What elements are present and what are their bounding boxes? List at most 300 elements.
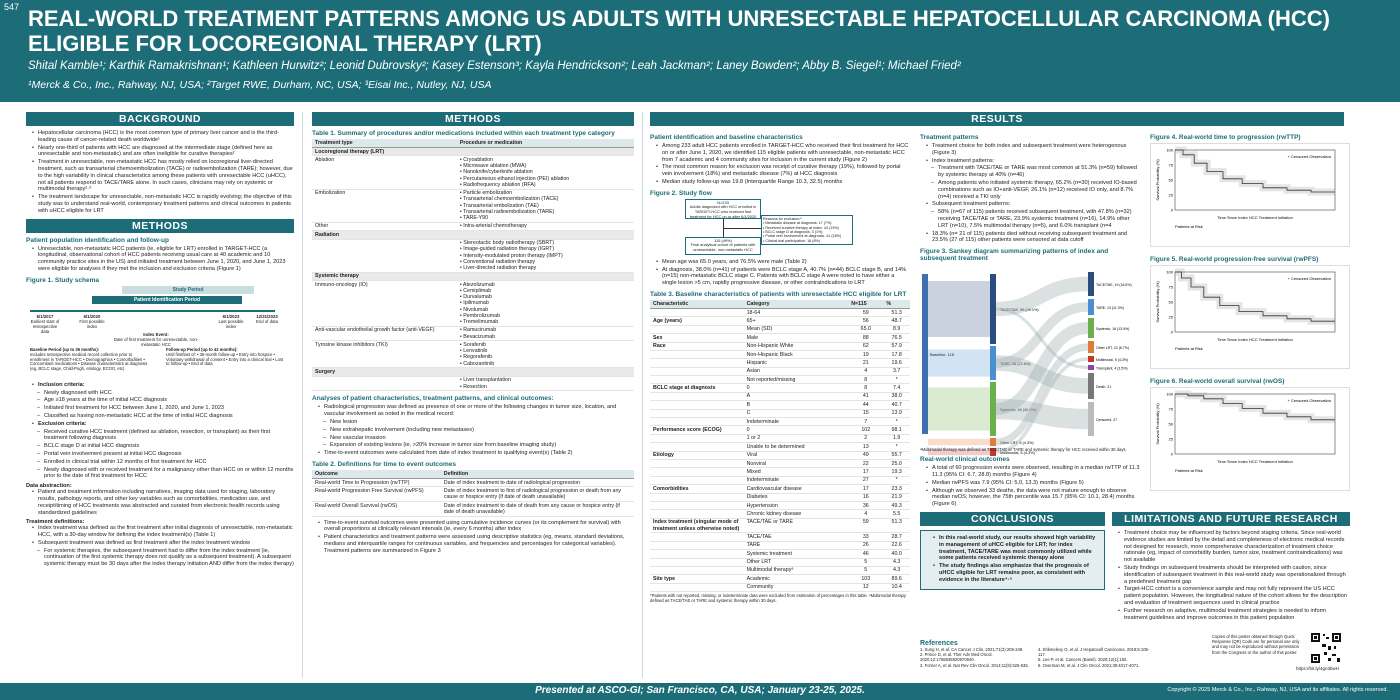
limitation-item: • Treatment choice may be influenced by factors beyond staging criteria. Since real-world evidence studies are limited by the detail and completeness of electronic medical records not designed for research, more comprehensive characterization of treatment choice rationale (eg, impact of comorbidity burden, tumor size, treatment contraindications) was not available	[1118, 530, 1350, 564]
table-3-col: N=115	[848, 300, 883, 309]
reference-item: 3. Forner A, et al. Nat Rev Clin Oncol. 2014;11(9):525-535.	[920, 662, 1029, 668]
limitation-item: • Target-HCC cohort is a convenience sample and may not fully represent the US HCC patient population. However, the longitudinal nature of the cohort allows for the description and evaluation of treatment sequences used in clinical practice	[1118, 586, 1350, 606]
table-3-cell: 8	[848, 376, 883, 384]
table-2-row	[312, 478, 634, 486]
table-3-cell: 19.6	[883, 359, 910, 367]
exclusion-label: Exclusion criteria:	[38, 420, 87, 427]
methods-after-item: • Time-to-event survival outcomes were presented using cumulative incidence curves (or its complement for survival) with overall proportions at clinically relevant intervals (ie, every 6 months) after index	[318, 520, 634, 534]
sankey-subsequent-node	[1088, 402, 1094, 436]
subsequent-heading: • Subsequent treatment patterns:	[926, 201, 1140, 208]
km-plot-rwttp	[1150, 143, 1350, 247]
table-3-cell: 38.0	[883, 392, 910, 400]
baseline-bullets	[650, 143, 910, 186]
header	[0, 0, 1400, 102]
table-1-type: Ablation	[312, 156, 457, 189]
table-3-row	[650, 583, 910, 591]
table-1-row	[312, 281, 634, 327]
table-3-cell: 65.0	[848, 325, 883, 333]
table-3-cell	[650, 308, 744, 316]
km-risk-label: Patients at Risk	[1175, 224, 1203, 229]
table-3-cell: 40.7	[883, 401, 910, 409]
km-y-tick: 50	[1168, 299, 1173, 305]
figure-5-title: Figure 5. Real-world progression-free survival (rwPFS)	[1150, 256, 1319, 263]
sankey-index-label: Multimodal, 5 (4.3%)	[1000, 451, 1035, 456]
table-3-row	[650, 485, 910, 493]
sankey-index-label: Systemic, 46 (40.0%)	[1000, 408, 1037, 413]
footer	[0, 683, 1400, 700]
table-3-cell: Site type	[650, 575, 744, 583]
table-3-row	[650, 566, 910, 574]
table-1-category: Systemic therapy	[312, 272, 634, 280]
table-3-row	[650, 350, 910, 358]
table-3-cell: 12	[848, 583, 883, 591]
table-3-cell: *	[883, 476, 910, 484]
table-3-cell: TARE	[744, 541, 849, 549]
table-3-cell: 19.3	[883, 468, 910, 476]
km-y-tick: 100	[1166, 269, 1173, 275]
km-y-tick: 25	[1168, 314, 1173, 320]
table-3-cell	[650, 476, 744, 484]
table-3-row	[650, 434, 910, 442]
baseline-bullet: • The most common reason for exclusion was receipt of curative therapy (19%), followed by portal vein involvement (18%) and metastatic disease (7%) at HCC diagnosis	[656, 164, 910, 178]
table-3-cell: 40.0	[883, 550, 910, 558]
sankey-subsequent-label: Multimodal, 5 (4.3%)	[1096, 358, 1129, 363]
table-3-row	[650, 550, 910, 558]
table-3-row	[650, 317, 910, 325]
table-3-cell: 4.3	[883, 566, 910, 574]
treatment-definition-item: • Subsequent treatment was defined as first treatment after the index treatment window	[32, 540, 294, 547]
figure-3-title: Figure 3. Sankey diagram summarizing patterns of index and subsequent treatment	[920, 248, 1109, 263]
treatment-pattern-bullet: • Treatment choice for both index and subsequent treatment were heterogenous (Figure 3)	[926, 143, 1140, 157]
table-3-cell: Race	[650, 342, 744, 350]
sankey-subsequent-node	[1088, 318, 1094, 338]
treatment-pattern-bullet: • Index treatment patterns:	[926, 158, 1140, 165]
table-1-row	[312, 272, 634, 280]
table-3-cell: Viral	[744, 451, 849, 459]
table-1-row	[312, 368, 634, 376]
table-3-cell: 98.1	[883, 426, 910, 434]
qr-code-icon[interactable]	[1310, 632, 1342, 664]
date-1: 6/1/2017 Earliest start of retrospective data	[30, 313, 60, 334]
table-3-row	[650, 367, 910, 375]
table-3-cell: 23.3	[883, 485, 910, 493]
outcomes-bullets	[920, 465, 1140, 508]
figure-1-schema	[26, 286, 294, 382]
analyses-bullet-1: • Radiological progression was defined as presence of one or more of the following changes in tumor size, location, and vascular involvement as noted in the medical record:	[318, 404, 634, 418]
background-bullets	[26, 130, 294, 215]
table-3-cell: TACE/TAE	[744, 533, 849, 541]
table-3-cell: Performance score (ECOG)	[650, 426, 744, 434]
table-1	[312, 139, 634, 391]
table-3-cell: Multimodal therapyᵃ	[744, 566, 849, 574]
table-3-row	[650, 460, 910, 468]
inclusion-item: – Initiated first treatment for HCC between June 1, 2020, and June 1, 2023	[32, 405, 294, 412]
sankey-index-node	[990, 438, 996, 446]
flow-bottom-box: 115 (49%) Final analytical cohort of patients with unresectable, non-metastatic HCC	[685, 237, 761, 255]
table-3-cell: 17.8	[883, 350, 910, 358]
table-3-cell	[650, 541, 744, 549]
table-3-row	[650, 443, 910, 451]
methods-after-list	[312, 520, 634, 555]
limitation-item: • Study findings on subsequent treatments should be interpreted with caution, since identification of subsequent treatment in this real-world study was operationalized through a predefined treatment gap	[1118, 565, 1350, 585]
table-3-cell: 5.5	[883, 510, 910, 518]
progression-criterion: – New extrahepatic involvement (including new metastases)	[318, 427, 634, 434]
limitations-panel	[1112, 512, 1350, 622]
table-3-cell: 76.5	[883, 334, 910, 342]
table-3-row	[650, 418, 910, 426]
table-3-cell: 57.9	[883, 342, 910, 350]
km-y-label: Survival Probability (%)	[1155, 281, 1160, 323]
authors: Shital Kamble¹; Karthik Ramakrishnan¹; Kathleen Hurwitz²; Leonid Dubrovsky²; Kasey Estenson³; Kayla Hendrickson²; Leah Jackman²; Laney Bowden²; Abby B. Siegel¹; Michael Fried²	[28, 60, 961, 72]
table-3-cell: 36	[848, 501, 883, 509]
table-3-cell: 48.7	[883, 317, 910, 325]
table-3-cell: 103	[848, 575, 883, 583]
data-abstraction-text: • Patient and treatment information including narratives, imaging data used for staging, laboratory results, pathology reports, and other key variables such as comorbidities, medication use, and receipt/timing of HCC treatments was abstracted and curated from electronic health records using standardized guidelines	[32, 489, 294, 516]
sankey-subsequent-label: Death, 21	[1096, 385, 1112, 390]
table-3-cell: Cardiovascular disease	[744, 485, 849, 493]
table-3-cell: *	[883, 376, 910, 384]
table-3-cell: 8	[848, 384, 883, 392]
methods-bullet: • Unresectable, non-metastatic HCC patients (ie, eligible for LRT) enrolled in TARGET-HCC (a longitudinal, observational cohort of HCC patients receiving usual care at 40 academic and 10 community practice sites in the US) and initiated treatment between June 1, 2020, and June 1, 2023 were eligible for analyses if they met the inclusion and exclusion criteria (Figure 1)	[32, 246, 294, 273]
table-3-cell: 5	[848, 566, 883, 574]
table-3-cell: Comorbidities	[650, 485, 744, 493]
table-3-row	[650, 308, 910, 316]
sankey-flow	[996, 409, 1088, 419]
table-3-cell: 51.3	[883, 308, 910, 316]
limitations-heading: LIMITATIONS AND FUTURE RESEARCH	[1112, 512, 1350, 526]
table-3-cell: Nonviral	[744, 460, 849, 468]
table-1-category: Surgery	[312, 368, 634, 376]
table-3-cell: 89.6	[883, 575, 910, 583]
table-3-cell: 19	[848, 350, 883, 358]
table-3-cell: BCLC stage at diagnosis	[650, 384, 744, 392]
progression-criterion: – Expansion of existing lesions (ie, >20% increase in tumor size from baseline imaging study)	[318, 442, 634, 449]
qr-url[interactable]: https://bit.ly/4gn3bwH	[1296, 666, 1340, 671]
table-3-cell: 51.3	[883, 518, 910, 533]
km-plot-rwpfs	[1150, 265, 1350, 369]
sankey-index-node	[990, 274, 996, 344]
figure-4-title: Figure 4. Real-world time to progression (rwTTP)	[1150, 134, 1301, 141]
table-3-cell	[650, 468, 744, 476]
table-2-row	[312, 501, 634, 516]
km-y-tick: 0	[1170, 207, 1173, 213]
flow-exclusion-box: Reasons for exclusion:ᵃ • Metastatic disease at diagnosis: 17 (7%) • Received curative therapy at index: 44 (19%) • BCLC stage D at diagnosis: 3 (1%) • Portal vein involvement at diagnosis: 41 (18%) • Clinical trial participation: 18 (8%)	[761, 215, 853, 245]
treatment-definitions-sub: – For systemic therapies, the subsequent treatment had to differ from the index treatment (ie, continuation of the first systemic therapy does not qualify as a subsequent treatment). A subsequent systemic therapy must be 30 days after the index therapy initiation AND differ from the index therapy)	[32, 548, 294, 568]
conclusion-item: • In this real-world study, our results showed high variability in management of uHCC eligible for LRT; for index treatment, TACE/TARE was most commonly utilized while some patients received systemic therapy alone	[933, 535, 1098, 562]
table-3-cell: 13.9	[883, 409, 910, 417]
table-3-cell	[650, 401, 744, 409]
km-legend: + Censored Observation	[1287, 398, 1331, 403]
poster-title: REAL-WORLD TREATMENT PATTERNS AMONG US ADULTS WITH UNRESECTABLE HEPATOCELLULAR CARCINOMA (HCC) ELIGIBLE FOR LOCOREGIONAL THERAPY (LRT)	[28, 6, 1330, 56]
table-3-cell: 13	[848, 443, 883, 451]
exclusion-list	[26, 429, 294, 481]
km-y-tick: 25	[1168, 192, 1173, 198]
table-3-cell	[650, 418, 744, 426]
table-3-row	[650, 510, 910, 518]
table-3-cell	[650, 501, 744, 509]
copyright-text: Copyright © 2025 Merck & Co., Inc., Rahway, NJ, USA and its affiliates. All rights reserved.	[1167, 687, 1388, 693]
table-3-cell: Community	[744, 583, 849, 591]
table-3-cell: 49	[848, 451, 883, 459]
inclusion-list	[26, 390, 294, 420]
table-3-title: Table 3. Baseline characteristics of patients with unresectable HCC eligible for LRT	[650, 290, 907, 298]
table-3-col: Characteristic	[650, 300, 744, 309]
table-3-cell: 59	[848, 308, 883, 316]
table-3-cell	[650, 350, 744, 358]
column-left	[26, 112, 294, 678]
column-km	[1150, 130, 1350, 500]
table-3-cell: Mean (SD)	[744, 325, 849, 333]
background-bullet: • Hepatocellular carcinoma (HCC) is the most common type of primary liver cancer and is the third-leading cause of cancer-related death worldwide¹	[32, 130, 294, 144]
table-2-cell: Date of index treatment to date of radiological progression	[441, 478, 634, 486]
sankey-index-node	[990, 382, 996, 436]
limitations-list	[1112, 530, 1350, 621]
table-3-cell: 0	[744, 426, 849, 434]
baseline-subheading: Patient identification and baseline characteristics	[650, 134, 803, 141]
table-3-cell: 17	[848, 468, 883, 476]
table-3-cell: 102	[848, 426, 883, 434]
table-3-cell: 18-64	[744, 308, 849, 316]
table-1-type	[312, 239, 457, 272]
table-3-cell: 16	[848, 493, 883, 501]
table-3-cell: A	[744, 392, 849, 400]
divider	[302, 112, 303, 678]
sankey-subsequent-node	[1088, 365, 1094, 370]
outcome-bullet: • A total of 60 progression events were observed, resulting in a median rwTTP of 11.3 11.3 (95% CI: 6.7, 28.8) months (Figure 4)	[926, 465, 1140, 479]
table-3-cell: Other LRT	[744, 558, 849, 566]
km-y-tick: 75	[1168, 406, 1173, 412]
inclusion-item: – Newly diagnosed with HCC	[32, 390, 294, 397]
table-3-row	[650, 493, 910, 501]
km-plot-rwos	[1150, 387, 1350, 491]
table-3-row	[650, 476, 910, 484]
qr-disclaimer: Copies of this poster obtained through Quick Response (QR) Code are for personal use only and may not be reproduced without permission from the Congress or the author of this poster.	[1212, 634, 1300, 655]
table-3	[650, 300, 910, 592]
figure-2-title: Figure 2. Study flow	[650, 189, 712, 197]
table-1-items: • Liver transplantation • Resection	[457, 376, 634, 391]
table-1-col: Procedure or medication	[457, 139, 634, 148]
methods-after-item: • Patient characteristics and treatment patterns were assessed using descriptive statistics (eg, means, standard deviations, medians and interquartile ranges for continuous variables, and frequencies and percentages for categorical variables). Treatment patterns are summarized in Figure 3	[318, 534, 634, 554]
references	[920, 640, 1150, 668]
table-3-cell: 65+	[744, 317, 849, 325]
column-results-1	[650, 130, 910, 678]
table-2-cell: Date of index treatment to first of radiological progression or death from any cause or hospice entry (if date of death unavailable)	[441, 487, 634, 502]
table-1-row	[312, 341, 634, 368]
sankey-baseline-node	[922, 274, 928, 434]
flow-top-box: N=233 Adults diagnosed with HCC enrolled in TARGET-HCC who received first treatment for HCC on or after 6/1/2020	[685, 199, 761, 219]
table-3-cell: Mixed	[744, 468, 849, 476]
km-y-tick: 0	[1170, 329, 1173, 335]
background-bullet: • Treatment in unresectable, non-metastatic HCC has mostly relied on locoregional liver-directed treatment, such as transarterial chemoembolization (TACE) or radioembolization (TARE); however, due to the high variability in clinical characteristics among these patients with unresectable HCC (uHCC), not all patients respond to TACE/TARE alone. In such cases, clinicians may rely on systemic or multimodal therapy²·³	[32, 159, 294, 193]
table-3-cell	[650, 558, 744, 566]
table-3-cell: 15	[848, 409, 883, 417]
table-3-cell: *	[883, 443, 910, 451]
background-bullet: • The treatment landscape for unresectable, non-metastatic HCC is rapidly evolving; the objective of this study was to understand real-world, contemporary treatment patterns and clinical outcomes in patients with uHCC eligible for LRT	[32, 194, 294, 214]
subsequent-pattern-item: – 58% (n=67 of 115) patients received subsequent treatment, with 47.8% (n=32) receiving TACE/TAE or TARE, 23.9% systemic treatment (n=16), 14.9% other LRT (n=10), 7.5% multimodal therapy (n=5), and 6.0% transplant (n=4	[926, 209, 1140, 229]
outcomes-heading: Real-world clinical outcomes	[920, 456, 1010, 464]
sankey-subsequent-node	[1088, 272, 1094, 296]
table-3-cell: 59	[848, 518, 883, 533]
column-results-2	[920, 130, 1140, 678]
table-2-cell: Real-world Overall Survival (rwOS)	[312, 501, 441, 516]
inclusion-item: – Age ≥18 years at the time of initial HCC diagnosis	[32, 397, 294, 404]
table-3-cell: 41	[848, 392, 883, 400]
km-legend: + Censored Observation	[1287, 276, 1331, 281]
table-1-col: Treatment type	[312, 139, 457, 148]
table-3-row	[650, 401, 910, 409]
table-1-row	[312, 231, 634, 239]
sankey-index-label: TARE, 26 (22.6%)	[1000, 362, 1031, 367]
sankey-subsequent-node	[1088, 356, 1094, 362]
table-3-cell: Diabetes	[744, 493, 849, 501]
table-3-cell: Age (years)	[650, 317, 744, 325]
table-3-cell: Non-Hispanic Black	[744, 350, 849, 358]
km-y-tick: 50	[1168, 177, 1173, 183]
table-1-items: • Stereotactic body radiotherapy (SBRT) • Image-guided radiation therapy (IGRT) • Intensity-modulated proton therapy (IMPT) • Conventional radiation therapy • Liver-directed radiation therapy	[457, 239, 634, 272]
references-list	[920, 647, 1150, 668]
table-3-row	[650, 376, 910, 384]
date-2: 6/1/2020 First possible index	[79, 313, 105, 329]
divider	[642, 112, 643, 678]
conclusions-list	[927, 535, 1098, 584]
table-1-items: • Sorafenib • Lenvatinib • Regorafenib • Cabozantinib	[457, 341, 634, 368]
affiliations: ¹Merck & Co., Inc., Rahway, NJ, USA; ²Target RWE, Durham, NC, USA; ³Eisai Inc., Nutley, NJ, USA	[28, 79, 492, 91]
index-event: Index Event: Date of first treatment for unresectable, non-metastatic HCC	[113, 331, 199, 347]
table-3-cell	[650, 460, 744, 468]
table-2-cell: Date of index treatment to date of death from any cause or hospice entry (if date of death unavailable)	[441, 501, 634, 516]
table-3-cell: Unable to be determined	[744, 443, 849, 451]
sankey-subsequent-label: Transplant, 4 (3.5%)	[1096, 366, 1128, 371]
table-3-row	[650, 558, 910, 566]
index-pattern-item: – Treatment with TACE/TAE or TARE was most common at 51.3% (n=59) followed by systemic therapy at 40% (n=46)	[926, 165, 1140, 179]
subsequent-patterns	[920, 209, 1140, 229]
table-3-cell: 4.3	[883, 558, 910, 566]
table-3-cell: 5	[848, 558, 883, 566]
sankey-subsequent-node	[1088, 299, 1094, 315]
sankey-subsequent-node	[1088, 341, 1094, 353]
km-y-tick: 0	[1170, 451, 1173, 457]
timeline-line	[30, 310, 275, 312]
table-3-cell: 22	[848, 460, 883, 468]
table-3-cell: 56	[848, 317, 883, 325]
table-3-cell: 44	[848, 401, 883, 409]
analyses-bullet-2: • Time-to-event outcomes were calculated from date of index treatment to qualifying event(s) (Table 2)	[318, 450, 634, 457]
km-x-label: Time Since Index HCC Treatment Initiation	[1217, 459, 1293, 464]
table-3-row	[650, 325, 910, 333]
table-3-cell: 27	[848, 476, 883, 484]
sankey-subsequent-label: TARE, 13 (11.3%)	[1096, 306, 1124, 311]
table-3-cell: *	[883, 418, 910, 426]
km-x-label: Time Since Index HCC Treatment Initiation	[1217, 337, 1293, 342]
table-3-cell: 0	[744, 384, 849, 392]
table-3-cell: 17	[848, 485, 883, 493]
background-bullet: • Nearly one-third of patients with HCC are diagnosed at the intermediate stage (defined here as unresectable and non-metastatic) and are often ineligible for curative therapies²	[32, 145, 294, 159]
km-axes	[1175, 394, 1335, 454]
table-3-cell: Sex	[650, 334, 744, 342]
table-3-row	[650, 518, 910, 533]
table-3-row	[650, 468, 910, 476]
table-1-row	[312, 156, 634, 189]
exclusion-item: – Newly diagnosed with or received treatment for a malignancy other than HCC on or within 12 months prior to the date of first treatment for HCC	[32, 467, 294, 481]
result-bullet: • Mean age was 65.0 years, and 76.5% were male (Table 2)	[656, 259, 910, 266]
table-3-cell: Male	[744, 334, 849, 342]
table-3-cell	[650, 510, 744, 518]
outcome-bullet: • Although we observed 33 deaths, the data were not mature enough to observe median rwOS; however, the 75th percentile was 15.7 (95% CI: 10.1, 28.4) months (Figure 6)	[926, 488, 1140, 508]
table-3-row	[650, 426, 910, 434]
table-3-cell: B	[744, 401, 849, 409]
km-x-label: Time Since Index HCC Treatment Initiation	[1217, 215, 1293, 220]
km-y-label: Survival Probability (%)	[1155, 159, 1160, 201]
conclusion-item: • The study findings also emphasize that the prognosis of uHCC eligible for LRT remains poor, as consistent with evidence in the literature⁴·⁵	[933, 563, 1098, 583]
table-1-type	[312, 376, 457, 391]
table-3-cell: 10.4	[883, 583, 910, 591]
age-bcls-bullets	[650, 259, 910, 287]
table-3-cell: 8.9	[883, 325, 910, 333]
table-3-cell: Indeterminate	[744, 476, 849, 484]
column-methods	[312, 112, 634, 678]
table-1-row	[312, 148, 634, 156]
km-y-tick: 75	[1168, 162, 1173, 168]
table-1-type: Other	[312, 222, 457, 230]
table-1-items: • Intra-arterial chemotherapy	[457, 222, 634, 230]
table-3-col: Category	[744, 300, 849, 309]
table-3-cell: 22.6	[883, 541, 910, 549]
table-3-cell	[650, 325, 744, 333]
table-3-cell: 1.9	[883, 434, 910, 442]
table-3-cell: 26	[848, 541, 883, 549]
table-2-col: Outcome	[312, 470, 441, 479]
table-3-cell: C	[744, 409, 849, 417]
table-3-cell	[650, 376, 744, 384]
km-risk-label: Patients at Risk	[1175, 468, 1203, 473]
table-3-cell: 33	[848, 533, 883, 541]
table-3-row	[650, 501, 910, 509]
table-3-cell	[650, 550, 744, 558]
analyses-title: Analyses of patient characteristics, treatment patterns, and clinical outcomes:	[312, 395, 554, 403]
references-heading: References	[920, 640, 958, 647]
methods-left-heading: METHODS	[26, 219, 294, 233]
results-heading: RESULTS	[650, 112, 1344, 126]
follow-up-period: Follow-up Period (up to 42 months): Until first/last of: • 36-month follow-up • Entry into hospice • Voluntary withdrawal of consent • Entry into a clinical trial • Lost to follow-up • End of data	[166, 346, 284, 367]
baseline-bullet: • Median study follow-up was 19.8 (Interquartile Range 10.3, 32.5) months	[656, 179, 910, 186]
km-axes	[1175, 150, 1335, 210]
data-abstraction-label: Data abstraction:	[26, 483, 72, 490]
table-3-cell: 21.9	[883, 493, 910, 501]
table-3-cell: Indeterminate	[744, 418, 849, 426]
treatment-patterns-heading: Treatment patterns	[920, 134, 979, 141]
table-3-row	[650, 334, 910, 342]
progression-criterion: – New lesion	[318, 419, 634, 426]
table-2-title: Table 2. Definitions for time to event outcomes	[312, 460, 456, 468]
table-1-type: Anti-vascular endothelial growth factor (anti-VEGF)	[312, 326, 457, 341]
table-2-cell: Real-world Progression Free Survival (rwPFS)	[312, 487, 441, 502]
table-1-category: Radiation	[312, 231, 634, 239]
table-2-cell: Real-world Time to Progression (rwTTP)	[312, 478, 441, 486]
km-legend: + Censored Observation	[1287, 154, 1331, 159]
table-1-row	[312, 189, 634, 222]
figure-1-title: Figure 1. Study schema	[26, 276, 99, 284]
exclusion-item: – BCLC stage D at initial HCC diagnosis	[32, 443, 294, 450]
table-3-row	[650, 342, 910, 350]
index-patterns	[920, 165, 1140, 200]
table-3-row	[650, 392, 910, 400]
reference-item: 6. Overman M, et al. J Clin Oncol. 2021;39:4017-4071.	[1038, 662, 1140, 668]
table-3-cell: 4	[848, 367, 883, 375]
km-y-tick: 25	[1168, 436, 1173, 442]
table-1-type: Tyrosine kinase inhibitors (TKI)	[312, 341, 457, 368]
km-y-tick: 75	[1168, 284, 1173, 290]
conclusions-panel	[920, 512, 1105, 590]
